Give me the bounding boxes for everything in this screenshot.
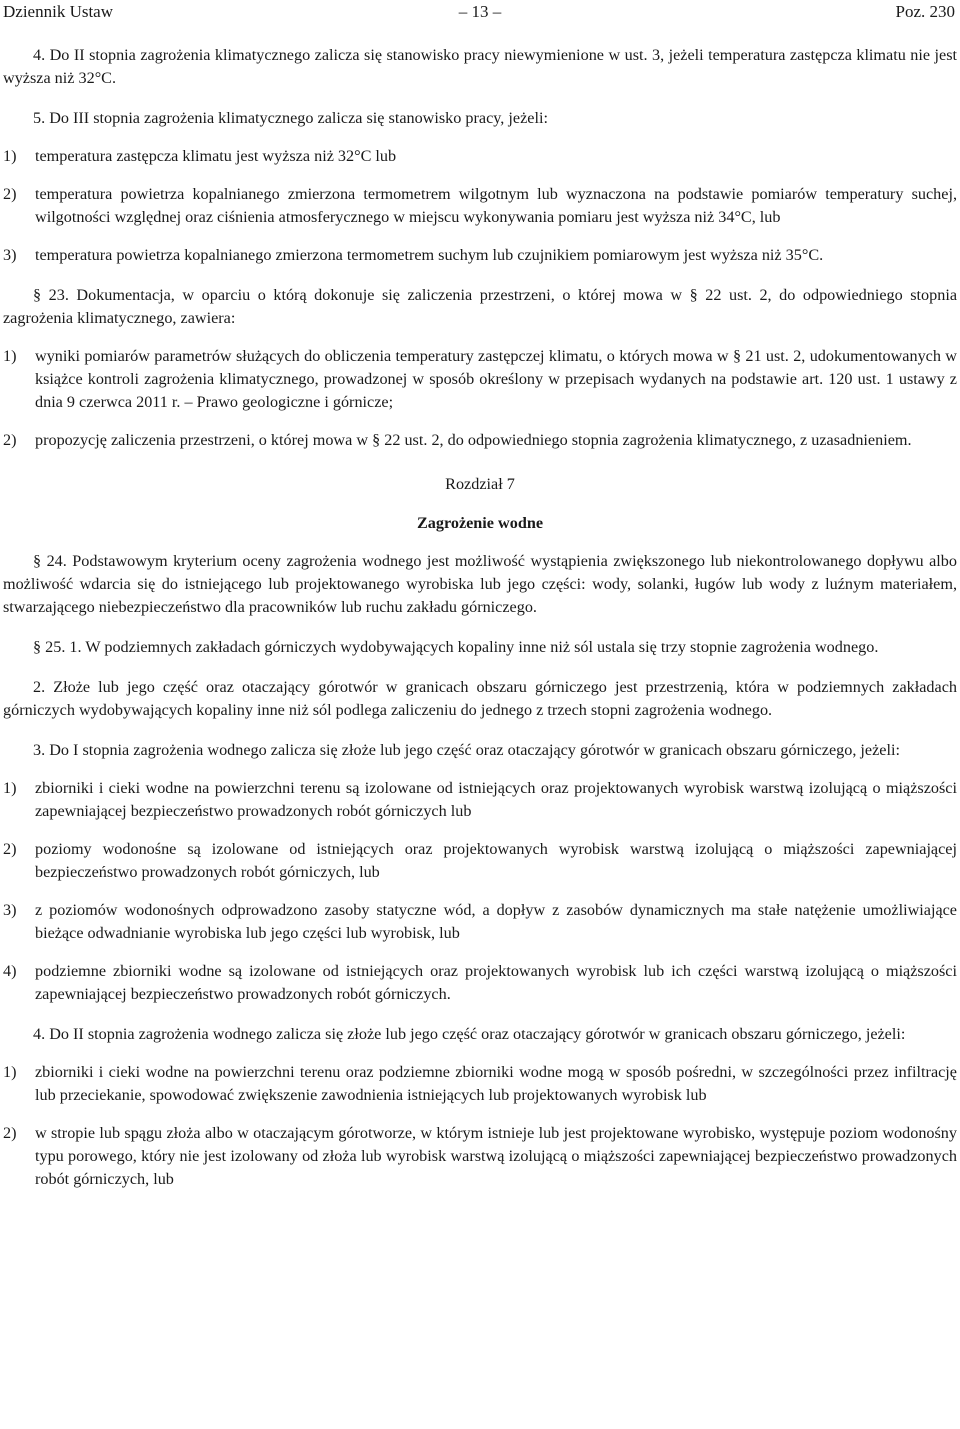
paragraph-5: 5. Do III stopnia zagrożenia klimatycznego zalicza się stanowisko pracy, jeżeli: xyxy=(33,109,548,127)
list-item-text: poziomy wodonośne są izolowane od istniejących oraz projektowanych wyrobisk warstwą izolującą o miąższości zapewniającej bezpieczeństwo prowadzonych robót górniczych, lub xyxy=(35,840,957,881)
list-item-text: propozycję zaliczenia przestrzeni, o której mowa w § 22 ust. 2, do odpowiedniego stopnia zagrożenia klimatycznego, z uzasadnieniem. xyxy=(35,431,912,449)
list-item-text: zbiorniki i cieki wodne na powierzchni terenu są izolowane od istniejących oraz projektowanych wyrobisk warstwą izolującą o miąższości zapewniającej bezpieczeństwo prowadzonych robót górniczych lub xyxy=(35,779,957,820)
list-item-text: temperatura powietrza kopalnianego zmierzona termometrem wilgotnym lub wyznaczona na podstawie pomiarów temperatury suchej, wilgotności względnej oraz ciśnienia atmosferycznego w miejscu wykonywania pomiaru jest wyższa niż 34°C, lub xyxy=(35,185,957,226)
list-item-text: temperatura zastępcza klimatu jest wyższa niż 32°C lub xyxy=(35,147,397,165)
list-item-text: z poziomów wodonośnych odprowadzono zasoby statyczne wód, a dopływ z zasobów dynamicznych ma stałe natężenie umożliwiające bieżące odwadnianie wyrobiska lub jego części lub wyrobisk, lub xyxy=(35,901,957,942)
chapter-title: Zagrożenie wodne xyxy=(416,514,544,532)
list-item xyxy=(3,145,957,168)
section-23: § 23. Dokumentacja, w oparciu o którą dokonuje się zaliczenia przestrzeni, o której mowa w § 22 ust. 2, do odpowiedniego stopnia zagrożenia klimatycznego, zawiera: xyxy=(3,286,957,327)
section-25-4: 4. Do II stopnia zagrożenia wodnego zalicza się złoże lub jego część oraz otaczający górotwór w granicach obszaru górniczego, jeżeli: xyxy=(33,1025,906,1043)
journal-title: Dziennik Ustaw xyxy=(3,2,114,21)
page-header xyxy=(3,0,957,24)
list-item-text: wyniki pomiarów parametrów służących do obliczenia temperatury zastępczej klimatu, o których mowa w § 21 ust. 2, udokumentowanych w książce kontroli zagrożenia klimatycznego, prowadzonej w sposób określony w przepisach wydanych na podstawie art. 120 ust. 1 ustawy z dnia 9 czerwca 2011 r. – Prawo geologiczne i górnicze; xyxy=(35,347,957,411)
list-item xyxy=(3,777,957,823)
section-25-3: 3. Do I stopnia zagrożenia wodnego zalicza się złoże lub jego część oraz otaczający górotwór w granicach obszaru górniczego, jeżeli: xyxy=(33,741,900,759)
document-body xyxy=(3,44,957,1191)
list-item xyxy=(3,244,957,267)
list-item-text: zbiorniki i cieki wodne na powierzchni terenu oraz podziemne zbiorniki wodne mogą w sposób pośredni, w szczególności przez infiltrację lub przeciekanie, spowodować zwiększenie zawodnienia istniejących lub projektowanych wyrobisk lub xyxy=(35,1063,957,1104)
list-item xyxy=(3,1061,957,1107)
list-item-text: w stropie lub spągu złoża albo w otaczającym górotworze, w którym istnieje lub jest projektowane wyrobisko, występuje poziom wodonośny typu porowego, który nie jest izolowany od złoża lub wyrobisk warstwą izolującą o miąższości zapewniającej bezpieczeństwo prowadzonych robót górniczych, lub xyxy=(35,1124,957,1188)
page-number: – 13 – xyxy=(458,2,502,21)
list-item-number: 2) xyxy=(3,1124,17,1142)
list-item-number: 2) xyxy=(3,840,17,858)
list-item xyxy=(3,838,957,884)
list-item-number: 4) xyxy=(3,962,17,980)
list-item-text: podziemne zbiorniki wodne są izolowane od istniejących oraz projektowanych wyrobisk lub ich części warstwą izolującą o miąższości zapewniającej bezpieczeństwo prowadzonych robót górniczych. xyxy=(35,962,957,1003)
list-item-number: 1) xyxy=(3,1063,17,1081)
section-24: § 24. Podstawowym kryterium oceny zagrożenia wodnego jest możliwość wystąpienia zwiększonego lub niekontrolowanego dopływu albo możliwość wdarcia się do istniejącego lub projektowanego wyrobiska lub jego części: wody, solanki, ługów lub wody z luźnym materiałem, stwarzającego niebezpieczeństwo dla pracowników lub ruchu zakładu górniczego. xyxy=(3,552,957,616)
section-25-2: 2. Złoże lub jego część oraz otaczający górotwór w granicach obszaru górniczego jest przestrzenią, która w podziemnych zakładach górniczych wydobywających kopaliny inne niż sól podlega zaliczeniu do jednego z trzech stopni zagrożenia wodnego. xyxy=(3,678,957,719)
list-item-number: 3) xyxy=(3,901,17,919)
list-item-number: 1) xyxy=(3,147,17,165)
list-item-number: 1) xyxy=(3,347,17,365)
section-25-1: § 25. 1. W podziemnych zakładach górniczych wydobywających kopaliny inne niż sól ustala się trzy stopnie zagrożenia wodnego. xyxy=(33,638,879,656)
paragraph-4: 4. Do II stopnia zagrożenia klimatycznego zalicza się stanowisko pracy niewymienione w ust. 3, jeżeli temperatura zastępcza klimatu nie jest wyższa niż 32°C. xyxy=(3,46,957,87)
list-item xyxy=(3,899,957,945)
list-item-number: 2) xyxy=(3,185,17,203)
list-item xyxy=(3,429,957,452)
list-item-text: temperatura powietrza kopalnianego zmierzona termometrem suchym lub czujnikiem pomiarowym jest wyższa niż 35°C. xyxy=(35,246,824,264)
list-item xyxy=(3,960,957,1006)
list-item-number: 1) xyxy=(3,779,17,797)
position-number: Poz. 230 xyxy=(895,2,955,21)
list-item-number: 3) xyxy=(3,246,17,264)
list-item xyxy=(3,183,957,229)
list-item xyxy=(3,345,957,414)
chapter-heading: Rozdział 7 xyxy=(445,475,515,493)
list-item-number: 2) xyxy=(3,431,17,449)
list-item xyxy=(3,1122,957,1191)
